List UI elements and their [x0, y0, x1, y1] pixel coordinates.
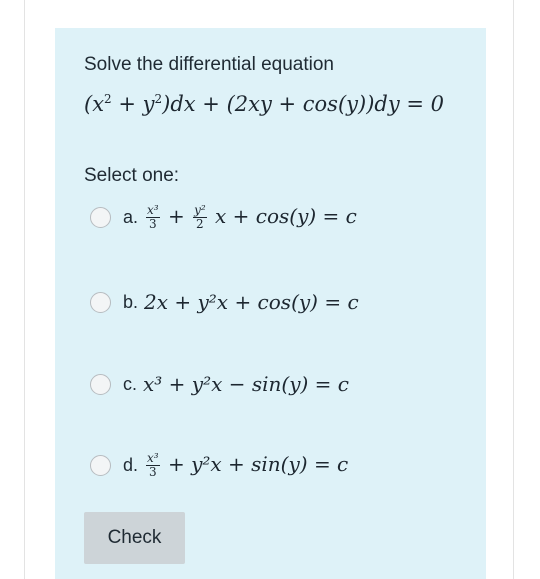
equation-part-1: (x: [84, 92, 105, 116]
option-a-fraction-2: [193, 204, 207, 231]
equation-exp-1: 2: [104, 92, 112, 106]
option-b-letter: b.: [123, 291, 139, 312]
option-d-letter: d.: [123, 455, 139, 475]
equation-part-3: )dx + (2xy + cos(y))dy = 0: [162, 92, 445, 116]
option-a-letter: a.: [123, 207, 139, 227]
option-a-fraction-1: [146, 204, 160, 231]
option-d-fraction-1: [146, 452, 160, 479]
option-a-frac1-den: 3: [148, 217, 157, 231]
radio-button-a[interactable]: [90, 207, 111, 228]
option-b-expression: 2x + y²x + cos(y) = c: [144, 290, 359, 314]
option-c-letter: c.: [123, 373, 138, 394]
option-d[interactable]: [90, 452, 348, 479]
option-a-frac1-num: x³: [147, 203, 159, 217]
option-c-expression: x³ + y²x − sin(y) = c: [143, 372, 349, 396]
page-border-left: [24, 0, 25, 579]
option-c[interactable]: [90, 372, 349, 396]
option-a-frac2-den: 2: [196, 217, 204, 231]
option-d-tail: + y²x + sin(y) = c: [167, 452, 349, 476]
question-card: [55, 28, 486, 579]
select-one-label: Select one:: [84, 165, 180, 186]
option-d-frac1-den: 3: [148, 465, 157, 479]
radio-button-d[interactable]: [90, 455, 111, 476]
question-prompt: Solve the differential equation: [84, 54, 334, 75]
option-a[interactable]: [90, 204, 357, 231]
check-button[interactable]: Check: [84, 512, 185, 564]
option-a-frac2-num: y²: [194, 203, 206, 217]
option-a-plus: +: [167, 204, 185, 228]
radio-button-b[interactable]: [90, 292, 111, 313]
option-a-tail: x + cos(y) = c: [215, 204, 357, 228]
page-border-right: [513, 0, 514, 579]
option-b[interactable]: [90, 290, 359, 314]
option-d-frac1-num: x³: [147, 451, 159, 465]
option-a-expression: [144, 204, 357, 231]
equation-part-2: + y: [111, 92, 155, 116]
equation-exp-2: 2: [154, 92, 163, 106]
radio-button-c[interactable]: [90, 374, 111, 395]
option-d-expression: [144, 452, 348, 479]
question-equation: [84, 92, 444, 116]
